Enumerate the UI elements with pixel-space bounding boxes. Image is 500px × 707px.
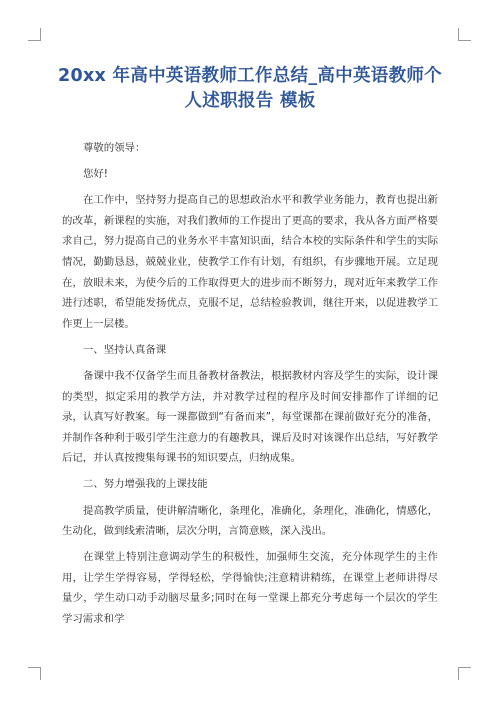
crop-mark-top-right — [458, 28, 471, 41]
paragraph-preparation: 备课中我不仅备学生而且备教材备教法，根据教材内容及学生的实际，设计课的类型，拟定采用的教学方法，并对教学过程的程序及时间安排都作了详细的记录，认真写好教案。每一课都做到“有备而来”，每堂课都在课前做好充分的准备，并制作各种利于吸引学生注意力的有趣教具，课后及时对该课作出总结，写好教学后记，并认真按搜集每课书的知识要点，归纳成集。 — [62, 369, 438, 465]
paragraph-intro: 在工作中，坚持努力提高自己的思想政治水平和教学业务能力，教育也提出新的改革，新课程的实施，对我们教师的工作提出了更高的要求，我从各方面严格要求自己，努力提高自己的业务水平丰富知识面，结合本校的实际条件和学生的实际情况，勤勤恳恳，兢兢业业，使教学工作有计划，有组织，有步骤地开展。立足现在，放眼未来，为使今后的工作取得更大的进步而不断努力，现对近年来教学工作进行述职，希望能发扬优点，克服不足，总结检验教训，继往开来，以促进教学工作更上一层楼。 — [62, 194, 438, 330]
title-line-2: 人述职报告 模板 — [184, 91, 316, 111]
section-heading-2: 二、努力增强我的上课技能 — [83, 478, 208, 491]
paragraph-teaching-quality: 提高教学质量，使讲解清晰化，条理化，准确化，条理化，准确化，情感化，生动化，做到线索清晰，层次分明，言简意赅，深入浅出。 — [62, 504, 438, 538]
title-line-1: 20xx 年高中英语教师工作总结_高中英语教师个 — [58, 66, 442, 86]
paragraph-classroom: 在课堂上特别注意调动学生的积极性，加强师生交流，充分体现学生的主作用，让学生学得容易，学得轻松，学得愉快;注意精讲精练，在课堂上老师讲得尽量少，学生动口动手动脑尽量多;同时在每一堂课上都充分考虑每一个层次的学生学习需求和学 — [62, 551, 438, 625]
document-title — [48, 64, 452, 114]
document-body — [62, 138, 438, 630]
crop-mark-top-left — [28, 28, 41, 41]
greeting: 尊敬的领导： — [83, 142, 146, 154]
crop-mark-bottom-right — [458, 667, 471, 680]
salutation: 您好! — [83, 168, 108, 181]
section-heading-1: 一、坚持认真备课 — [83, 343, 167, 356]
crop-mark-bottom-left — [28, 667, 41, 680]
